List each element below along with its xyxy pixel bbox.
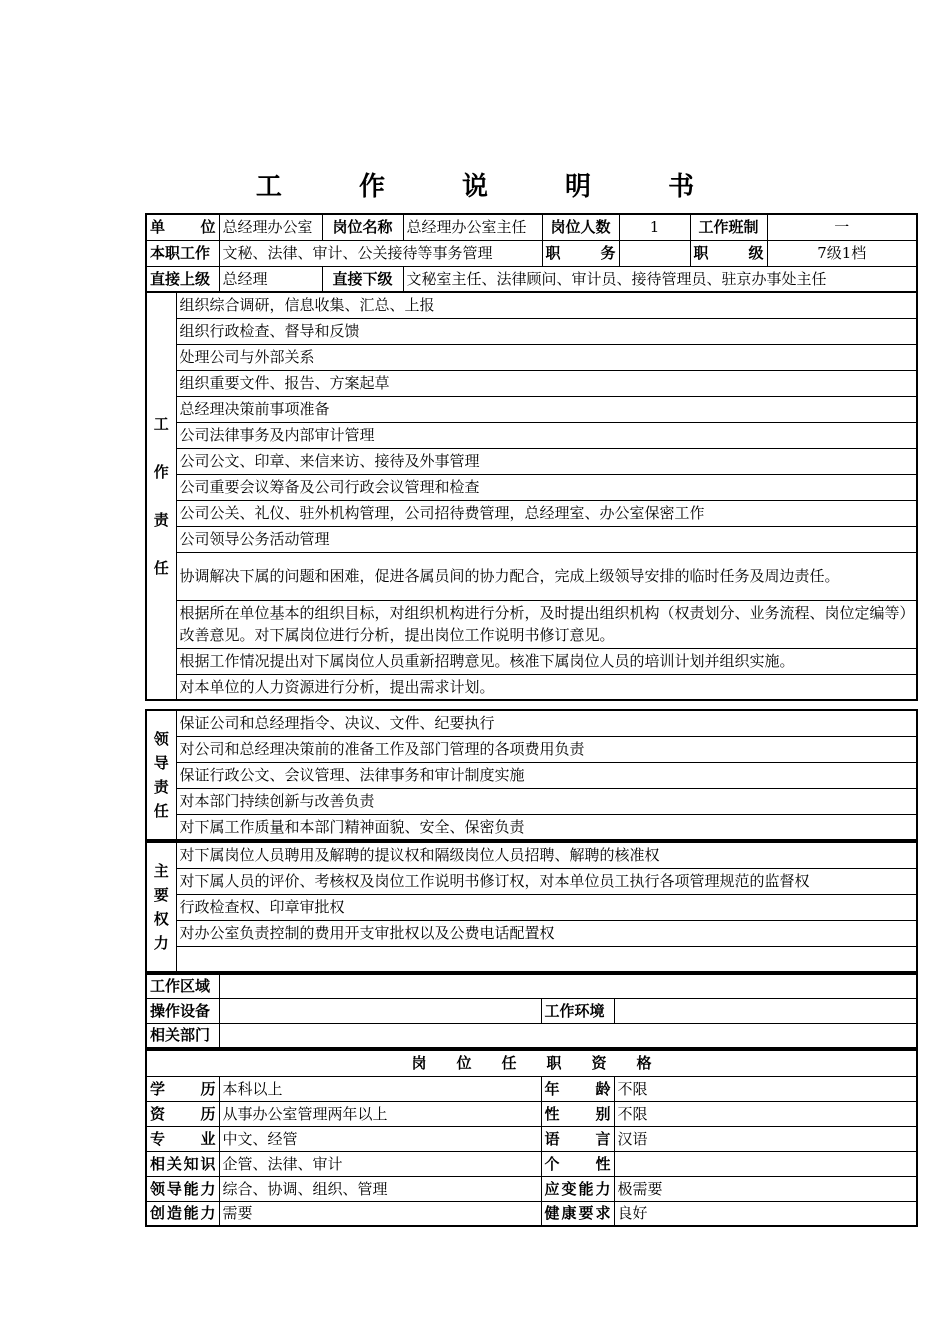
qual-value: 从事办公室管理两年以上 — [219, 1101, 541, 1126]
duty-item: 处理公司与外部关系 — [176, 344, 917, 370]
power-item: 对办公室负责控制的费用开支审批权以及公费电话配置权 — [176, 920, 917, 946]
shift-value: 一 — [767, 214, 917, 240]
qual-value: 不限 — [614, 1076, 917, 1101]
post-name-label: 岗位名称 — [322, 214, 403, 240]
duty-item: 组织重要文件、报告、方案起草 — [176, 370, 917, 396]
post-name-value: 总经理办公室主任 — [403, 214, 542, 240]
qual-label: 应变能力 — [541, 1176, 614, 1201]
leader-duty-item: 对下属工作质量和本部门精神面貌、安全、保密负责 — [176, 814, 917, 840]
position-value — [619, 240, 690, 266]
work-duties-table — [145, 291, 918, 701]
qualification-title: 岗 位 任 职 资 格 — [146, 1050, 917, 1076]
work-area-label: 工作区域 — [146, 974, 219, 998]
leader-duties-label: 领 导 责 任 — [146, 710, 176, 840]
work-duties-label: 工 作 责 任 — [146, 292, 176, 700]
related-dept-label: 相关部门 — [146, 1023, 219, 1048]
duty-label: 本职工作 — [146, 240, 219, 266]
qual-label: 健康要求 — [541, 1201, 614, 1226]
duty-item: 公司法律事务及内部审计管理 — [176, 422, 917, 448]
subordinate-label: 直接下级 — [322, 266, 403, 292]
qual-label: 学 历 — [146, 1076, 219, 1101]
position-label: 职 务 — [542, 240, 619, 266]
leader-duty-item: 保证行政公文、会议管理、法律事务和审计制度实施 — [176, 762, 917, 788]
duty-item: 组织行政检查、督导和反馈 — [176, 318, 917, 344]
main-powers-table — [145, 841, 918, 973]
power-item: 行政检查权、印章审批权 — [176, 894, 917, 920]
related-dept-value — [219, 1023, 917, 1048]
environment-value — [614, 998, 917, 1023]
qual-value: 良好 — [614, 1201, 917, 1226]
duty-item: 公司公文、印章、来信来访、接待及外事管理 — [176, 448, 917, 474]
power-item — [176, 946, 917, 972]
qual-label: 性 别 — [541, 1101, 614, 1126]
qual-label: 专 业 — [146, 1126, 219, 1151]
qual-label: 个 性 — [541, 1151, 614, 1176]
headcount-label: 岗位人数 — [542, 214, 619, 240]
duty-item: 总经理决策前事项准备 — [176, 396, 917, 422]
document-title: 工 作 说 明 书 — [255, 172, 729, 202]
duty-item: 公司重要会议筹备及公司行政会议管理和检查 — [176, 474, 917, 500]
leader-duties-table — [145, 709, 918, 841]
qual-label: 资 历 — [146, 1101, 219, 1126]
header-table — [145, 213, 918, 293]
qual-value: 需要 — [219, 1201, 541, 1226]
superior-value: 总经理 — [219, 266, 322, 292]
duty-item: 协调解决下属的问题和困难，促进各属员间的协力配合，完成上级领导安排的临时任务及周边责任。 — [176, 552, 917, 600]
duty-item: 根据工作情况提出对下属岗位人员重新招聘意见。核准下属岗位人员的培训计划并组织实施。 — [176, 648, 917, 674]
duty-item: 公司领导公务活动管理 — [176, 526, 917, 552]
shift-label: 工作班制 — [690, 214, 767, 240]
duty-item: 公司公关、礼仪、驻外机构管理，公司招待费管理，总经理室、办公室保密工作 — [176, 500, 917, 526]
unit-label: 单 位 — [146, 214, 219, 240]
duty-item: 对本单位的人力资源进行分析，提出需求计划。 — [176, 674, 917, 700]
superior-label: 直接上级 — [146, 266, 219, 292]
power-item: 对下属岗位人员聘用及解聘的提议权和隔级岗位人员招聘、解聘的核准权 — [176, 842, 917, 868]
qual-label: 年 龄 — [541, 1076, 614, 1101]
qual-value: 本科以上 — [219, 1076, 541, 1101]
qual-label: 相关知识 — [146, 1151, 219, 1176]
environment-label: 工作环境 — [541, 998, 614, 1023]
qual-value: 中文、经管 — [219, 1126, 541, 1151]
main-powers-label: 主 要 权 力 — [146, 842, 176, 972]
power-item: 对下属人员的评价、考核权及岗位工作说明书修订权，对本单位员工执行各项管理规范的监督权 — [176, 868, 917, 894]
duty-item: 根据所在单位基本的组织目标，对组织机构进行分析，及时提出组织机构（权责划分、业务流程、岗位定编等）改善意见。对下属岗位进行分析，提出岗位工作说明书修订意见。 — [176, 600, 917, 648]
qual-label: 领导能力 — [146, 1176, 219, 1201]
work-area-value — [219, 974, 917, 998]
qual-value: 极需要 — [614, 1176, 917, 1201]
qual-value: 不限 — [614, 1101, 917, 1126]
duty-item: 组织综合调研，信息收集、汇总、上报 — [176, 292, 917, 318]
grade-value: 7级1档 — [767, 240, 917, 266]
equipment-label: 操作设备 — [146, 998, 219, 1023]
qual-value: 综合、协调、组织、管理 — [219, 1176, 541, 1201]
qualification-table — [145, 1049, 918, 1227]
work-env-table — [145, 973, 918, 1049]
qual-label: 语 言 — [541, 1126, 614, 1151]
leader-duty-item: 保证公司和总经理指令、决议、文件、纪要执行 — [176, 710, 917, 736]
subordinate-value: 文秘室主任、法律顾问、审计员、接待管理员、驻京办事处主任 — [403, 266, 917, 292]
qual-value: 汉语 — [614, 1126, 917, 1151]
leader-duty-item: 对公司和总经理决策前的准备工作及部门管理的各项费用负责 — [176, 736, 917, 762]
qual-value: 企管、法律、审计 — [219, 1151, 541, 1176]
equipment-value — [219, 998, 541, 1023]
headcount-value: 1 — [619, 214, 690, 240]
duty-value: 文秘、法律、审计、公关接待等事务管理 — [219, 240, 542, 266]
grade-label: 职 级 — [690, 240, 767, 266]
leader-duty-item: 对本部门持续创新与改善负责 — [176, 788, 917, 814]
qual-label: 创造能力 — [146, 1201, 219, 1226]
qual-value — [614, 1151, 917, 1176]
unit-value: 总经理办公室 — [219, 214, 322, 240]
